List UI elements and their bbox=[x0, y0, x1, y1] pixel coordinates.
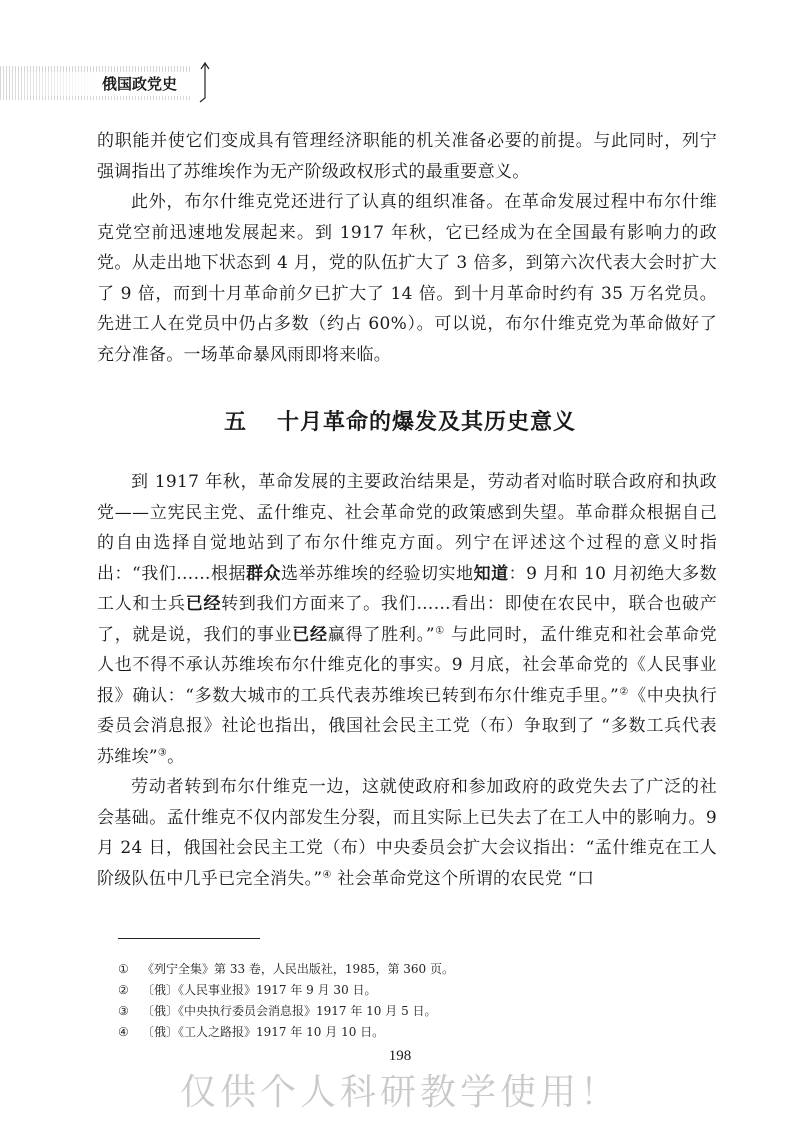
section-paragraph-2 bbox=[97, 772, 717, 894]
footnote-ref-1[interactable]: ① bbox=[434, 624, 445, 636]
footnote-ref-2[interactable]: ② bbox=[619, 685, 630, 697]
running-header-title: 俄国政党史 bbox=[0, 72, 200, 96]
footnote-ref-4[interactable]: ④ bbox=[322, 868, 332, 880]
intro-text-block bbox=[97, 126, 717, 370]
footnote-mark: ① bbox=[118, 962, 129, 976]
intro-paragraph-2: 此外，布尔什维克党还进行了认真的组织准备。在革命发展过程中布尔什维克党空前迅速地发展起来。到 1917 年秋，它已经成为在全国最有影响力的政党。从走出地下状态到 4 月，党的队伍扩大了 3 倍多，到第六次代表大会时扩大了 9 倍，而到十月革命前夕已扩大了 14 倍。到十月革命时约有 35 万名党员。先进工人在党员中仍占多数（约占 60%）。可以说，布尔什维克党为革命做好了充分准备。一场革命暴风雨即将来临。 bbox=[97, 192, 717, 365]
emphasis-text: 群众 bbox=[246, 563, 282, 584]
footnote-text: 〔俄〕《中央执行委员会消息报》1917 年 10 月 5 日。 bbox=[142, 1004, 437, 1018]
section-title: 十月革命的爆发及其历史意义 bbox=[277, 409, 577, 435]
text-run: 赢得了胜利。” bbox=[327, 624, 435, 645]
footnote-item bbox=[118, 1022, 718, 1043]
text-run: 社会革命党这个所谓的农民党 “口 bbox=[331, 868, 595, 889]
footnote-mark: ② bbox=[118, 983, 129, 997]
watermark-text: 仅供个人科研教学使用！ bbox=[179, 1072, 620, 1113]
text-run: 《中央执行委员会消息报》社论也指出，俄国社会民主工党（布）争取到了 “多数工兵代表苏维埃” bbox=[97, 685, 718, 767]
footnote-item bbox=[118, 1001, 718, 1022]
text-run: 到 1917 年秋，革命发展的主要政治结果是，劳动者对临时联合政府和执政党——立宪民主党、孟什维克、社会革命党的政策感到失望。革命群众根据自己的自由选择自觉地站到了布尔什维克方面。列宁在评述这个过程的意义时指出：“我们……根据 bbox=[97, 472, 717, 584]
footnote-divider bbox=[118, 938, 260, 939]
intro-paragraph-1: 的职能并使它们变成具有管理经济职能的机关准备必要的前提。与此同时，列宁强调指出了苏维埃作为无产阶级政权形式的最重要意义。 bbox=[97, 131, 717, 182]
section-number: 五 bbox=[223, 409, 247, 435]
text-run: ：9 月和 10 月初绝大多数工人和士兵 bbox=[97, 563, 717, 614]
emphasis-text: 知道 bbox=[473, 563, 509, 584]
footnote-item bbox=[118, 980, 718, 1001]
footnote-mark: ③ bbox=[118, 1004, 129, 1018]
header-hook-ornament bbox=[196, 60, 216, 104]
section-text-block bbox=[97, 467, 717, 894]
footnote-ref-3[interactable]: ③ bbox=[157, 746, 168, 758]
footnote-text: 〔俄〕《工人之路报》1917 年 10 月 10 日。 bbox=[142, 1025, 385, 1039]
footnote-item bbox=[118, 959, 718, 980]
emphasis-text: 已经 bbox=[292, 624, 328, 645]
page-number: 198 bbox=[388, 1048, 412, 1064]
emphasis-text: 已经 bbox=[185, 594, 222, 614]
text-run: 劳动者转到布尔什维克一边，这就使政府和参加政府的政党失去了广泛的社会基础。孟什维克不仅内部发生分裂，而且实际上已失去了在工人中的影响力。9 月 24 日，俄国社会民主工党（布）中央委员会扩大会议指出：“孟什维克在工人阶级队伍中几乎已完全消失。” bbox=[97, 777, 717, 889]
footnote-text: 〔俄〕《人民事业报》1917 年 9 月 30 日。 bbox=[142, 983, 377, 997]
footnotes-list bbox=[118, 959, 718, 1043]
section-paragraph-1 bbox=[97, 467, 717, 772]
text-run: 。 bbox=[167, 746, 185, 767]
text-run: 转到我们方面来了。我们……看出：即使在农民中，联合也破产了，就是说，我们的事业 bbox=[97, 594, 717, 645]
section-heading bbox=[0, 402, 800, 442]
text-run: 与此同时，孟什维克和社会革命党人也不得不承认苏维埃布尔什维克化的事实。9 月底，社会革命党的《人民事业报》确认：“多数大城市的工兵代表苏维埃已转到布尔什维克手里。” bbox=[97, 624, 717, 706]
text-run: 选举苏维埃的经验切实地 bbox=[281, 563, 474, 584]
footnote-text: 《列宁全集》第 33 卷，人民出版社，1985，第 360 页。 bbox=[142, 962, 454, 976]
footnote-mark: ④ bbox=[118, 1025, 129, 1039]
